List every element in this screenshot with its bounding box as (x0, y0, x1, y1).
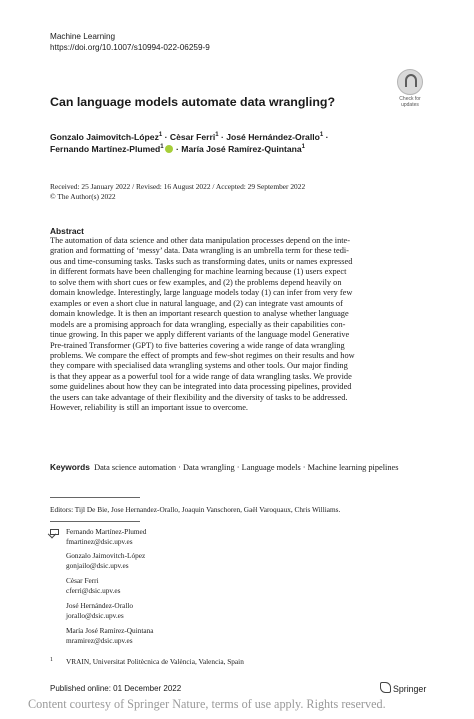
contact-email[interactable]: gonjailo@dsic.upv.es (66, 561, 129, 570)
contact-entry (66, 601, 133, 621)
check-updates-label: Check for updates (399, 96, 421, 108)
author-affiliation-sup: 1 (319, 132, 324, 139)
abstract-line: problems. We compare the effect of prompts and few-shot regimes on their results and how (50, 350, 355, 360)
author-affiliation-sup: 1 (301, 144, 305, 151)
contact-email[interactable]: mramirez@dsic.upv.es (66, 636, 133, 645)
abstract-text (50, 236, 428, 414)
abstract-line: they compare with specialised data wrangling systems and other tools. Our major finding (50, 361, 348, 371)
envelope-icon (50, 529, 59, 535)
author-name[interactable]: María José Ramírez‑Quintana (181, 144, 302, 154)
abstract-line: is that they appear as a powerful tool for a wide range of data wrangling tasks. We provide (50, 371, 352, 381)
author-name[interactable]: Cèsar Ferri (169, 132, 216, 142)
contact-name: María José Ramírez-Quintana (66, 626, 154, 635)
author-name[interactable]: José Hernández‑Orallo (226, 132, 320, 142)
author-name[interactable]: Gonzalo Jaimovitch‑López (50, 132, 159, 142)
abstract-line: models are a promising approach for data wrangling, especially as their capabilities con- (50, 319, 346, 329)
check-updates-icon (397, 69, 423, 95)
affiliation-number: 1 (50, 657, 53, 663)
abstract-line: examples or even a short clue in natural language, and (2) can integrate vast amounts of (50, 298, 343, 308)
abstract-line: in different formats have been challenging for machine learning because (1) users expect (50, 267, 347, 277)
author-line-2 (50, 143, 305, 155)
paper-title: Can language models automate data wrangling? (50, 95, 336, 109)
contact-entry (66, 626, 154, 646)
author-separator: · (218, 132, 227, 142)
abstract-line: gration and formatting of ‘messy’ data. Data wrangling is an umbrella term for these tedi- (50, 246, 349, 256)
affiliation-text: VRAIN, Universitat Politècnica de València, Valencia, Spain (66, 657, 244, 666)
abstract-line: the users can take advantage of their flexibility and the diversity of tasks to be addressed. (50, 392, 348, 402)
orcid-icon[interactable] (165, 145, 173, 153)
check-for-updates-badge[interactable] (392, 69, 428, 107)
publisher-logo (380, 682, 426, 694)
courtesy-watermark: Content courtesy of Springer Nature, terms of use apply. Rights reserved. (28, 697, 386, 711)
abstract-line: However, reliability is still an important issue to overcome. (50, 403, 249, 413)
author-separator: · (173, 144, 182, 154)
author-separator: · (162, 132, 170, 142)
journal-name: Machine Learning (50, 32, 116, 41)
abstract-line: Pre-trained Transformer (GPT) to five batteries covering a wide range of data wrangling (50, 340, 345, 350)
author-separator: · (323, 132, 329, 142)
footnote-divider (50, 497, 140, 498)
contact-entry (66, 527, 146, 547)
abstract-line: tinue growing. In this paper we apply different variants of the language model Generative (50, 330, 350, 340)
published-date: Published online: 01 December 2022 (50, 684, 182, 693)
abstract-line: domain knowledge. Interestingly, large language models today (1) can infer from very few (50, 288, 353, 298)
contact-name: Gonzalo Jaimovitch-López (66, 551, 146, 560)
abstract-heading: Abstract (50, 226, 84, 236)
keywords-list: Data science automation · Data wrangling · Language models · Machine learning pipelines (94, 463, 399, 472)
contact-email[interactable]: cferri@dsic.upv.es (66, 586, 121, 595)
author-line-1 (50, 131, 328, 143)
contact-entry (66, 551, 145, 571)
author-affiliation-sup: 1 (158, 132, 163, 139)
contact-name: Fernando Martínez-Plumed (66, 527, 147, 536)
author-affiliation-sup: 1 (215, 132, 219, 139)
keywords (50, 462, 428, 474)
keywords-label: Keywords (50, 462, 90, 472)
abstract-line: to solve them with short cues or few examples, and (2) the problems depend heavily on (50, 277, 342, 287)
abstract-line: domain knowledge. It is then an important research question to analyse whether language (50, 309, 349, 319)
abstract-line: some guidelines about how they can be integrated into data processing pipelines, provided (50, 382, 352, 392)
footnote-divider (50, 521, 140, 522)
springer-horse-icon (380, 682, 391, 693)
abstract-line: The automation of data science and other data manipulation processes depend on the inte- (50, 236, 351, 245)
author-name[interactable]: Fernando Martínez‑Plumed (50, 144, 161, 154)
author-affiliation-sup: 1 (160, 144, 164, 151)
contact-entry (66, 576, 120, 596)
doi-link[interactable]: https://doi.org/10.1007/s10994-022-06259-9 (50, 43, 210, 52)
contact-name: Cèsar Ferri (66, 576, 99, 585)
editors-note: Editors: Tijl De Bie, Jose Hernandez-Orallo, Joaquin Vanschoren, Gaël Varoquaux, Chris Williams. (50, 505, 341, 514)
copyright: © The Author(s) 2022 (50, 192, 116, 201)
abstract-line: ous and time-consuming tasks. Tasks such as transforming dates, units or names expressed (50, 256, 353, 266)
received-dates: Received: 25 January 2022 / Revised: 16 August 2022 / Accepted: 29 September 2022 (50, 182, 306, 191)
contact-email[interactable]: jorallo@dsic.upv.es (66, 611, 124, 620)
publisher-name: Springer (393, 684, 427, 694)
contact-name: José Hernández-Orallo (66, 601, 134, 610)
contact-email[interactable]: fmartinez@dsic.upv.es (66, 537, 133, 546)
